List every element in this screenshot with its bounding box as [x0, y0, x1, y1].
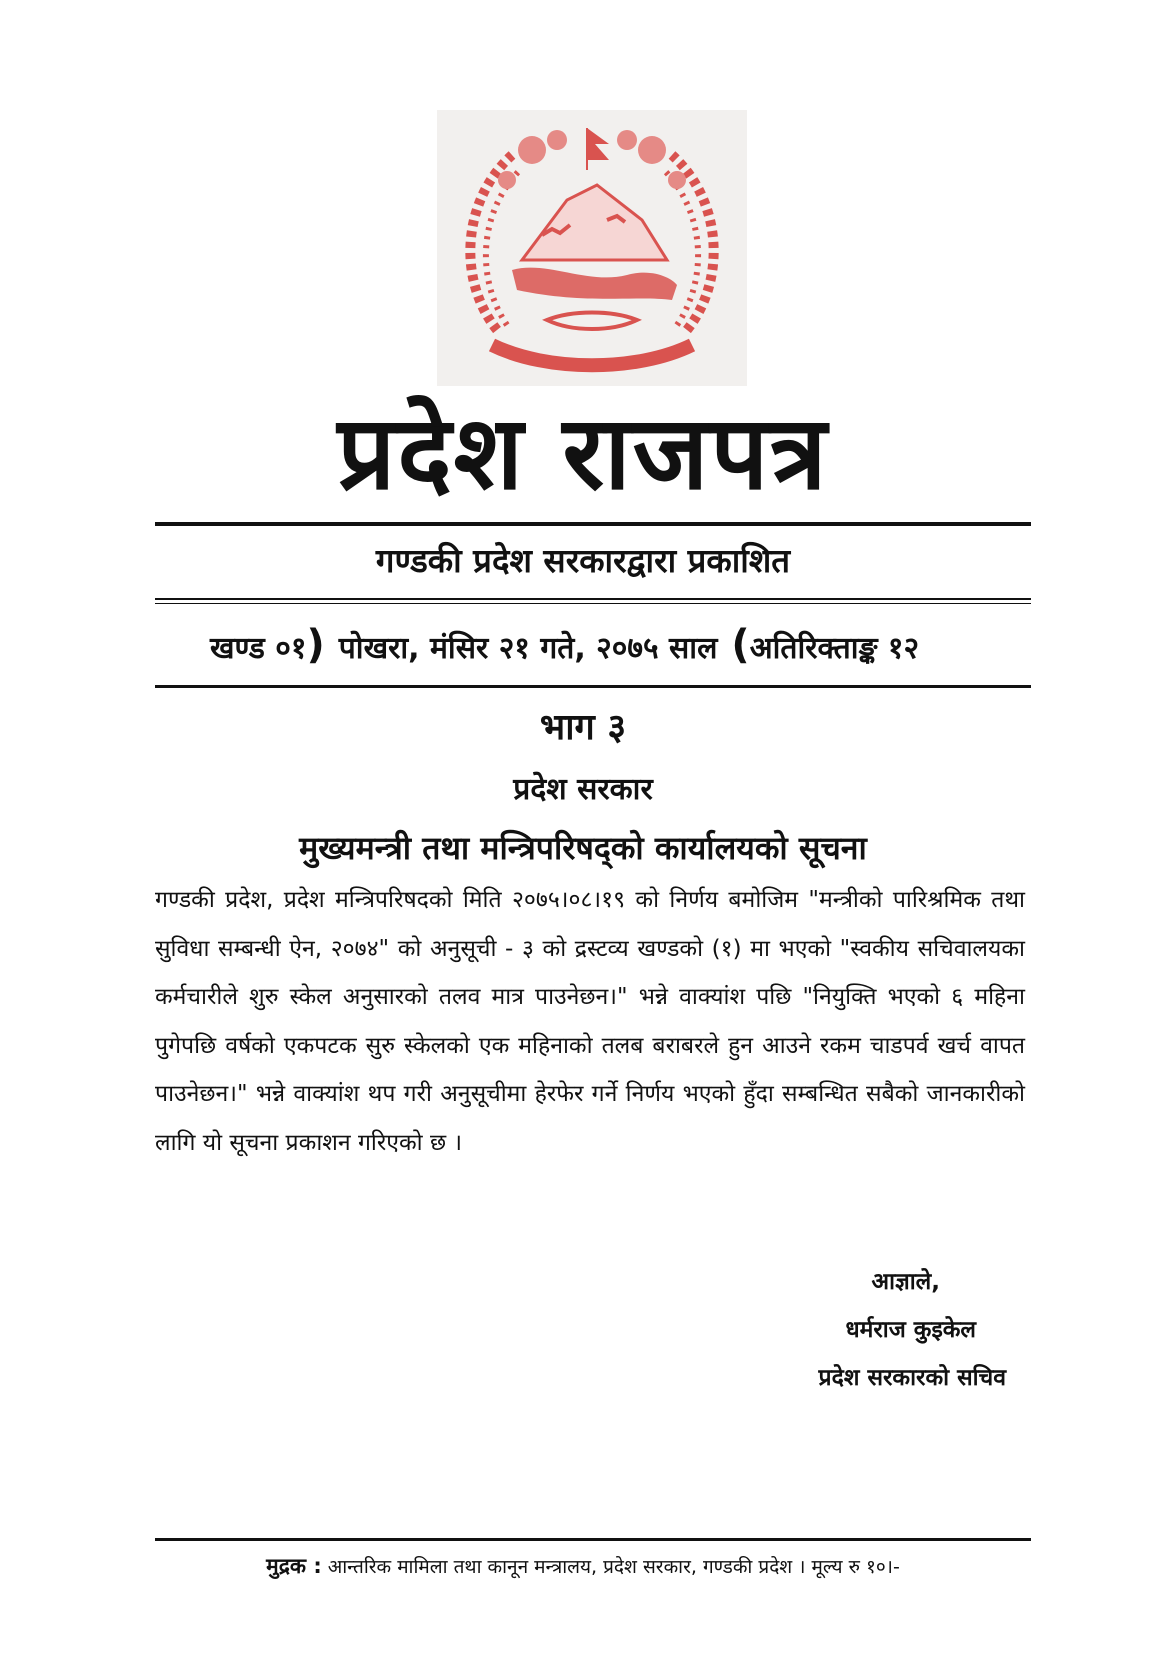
divider-rule [155, 522, 1031, 526]
paren-open: ( [731, 622, 750, 668]
issue-place-date: पोखरा, मंसिर २१ गते, २०७५ साल [338, 631, 718, 666]
printer-label: मुद्रक : [266, 1554, 322, 1578]
part-heading: भाग ३ [539, 707, 627, 748]
printer-text: आन्तरिक मामिला तथा कानून मन्त्रालय, प्रदेश सरकार, गण्डकी प्रदेश । मूल्य रु १०।- [327, 1556, 900, 1578]
signature-order: आज्ञाले, [871, 1269, 940, 1295]
volume-number: खण्ड ०१ [210, 631, 307, 666]
printer-footer [0, 1546, 1166, 1587]
gazette-title: प्रदेश राजपत्र [337, 394, 829, 513]
government-heading: प्रदेश सरकार [513, 772, 653, 807]
paren-close: ) [306, 622, 325, 668]
issue-info-line [210, 620, 990, 674]
emblem-seal-icon [437, 110, 747, 386]
notice-title: मुख्यमन्त्री तथा मन्त्रिपरिषद्को कार्यालयको सूचना [299, 829, 867, 867]
notice-body: गण्डकी प्रदेश, प्रदेश मन्त्रिपरिषदको मिति २०७५।०८।१९ को निर्णय बमोजिम "मन्त्रीको पारिश्रमिक तथा सुविधा सम्बन्धी ऐन, २०७४" को अनुसूची - ३ को द्रस्टव्य खण्डको (१) मा भएको "स्वकीय सचिवालयका कर्मचारीले शुरु स्केल अनुसारको तलव मात्र पाउनेछन।" भन्ने वाक्यांश पछि "नियुक्ति भएको ६ महिना पुगेपछि वर्षको एकपटक सुरु स्केलको एक महिनाको तलब बराबरले हुन आउने रकम चाडपर्व खर्च वापत पाउनेछन।" भन्ने वाक्यांश थप गरी अनुसूचीमा हेरफेर गर्ने निर्णय भएको हुँदा सम्बन्धित सबैको जानकारीको लागि यो सूचना प्रकाशन गरिएको छ । [155, 887, 1025, 1156]
coat-of-arms-emblem [437, 110, 747, 386]
signatory-name: धर्मराज कुइकेल [845, 1317, 976, 1343]
publisher-line: गण्डकी प्रदेश सरकारद्वारा प्रकाशित [375, 541, 791, 580]
divider-rule [155, 1538, 1031, 1541]
signatory-designation: प्रदेश सरकारको सचिव [818, 1365, 1006, 1391]
divider-rule [155, 598, 1031, 600]
divider-rule [155, 685, 1031, 688]
divider-rule [155, 603, 1031, 604]
extra-issue-number: अतिरिक्ताङ्क १२ [749, 631, 920, 666]
